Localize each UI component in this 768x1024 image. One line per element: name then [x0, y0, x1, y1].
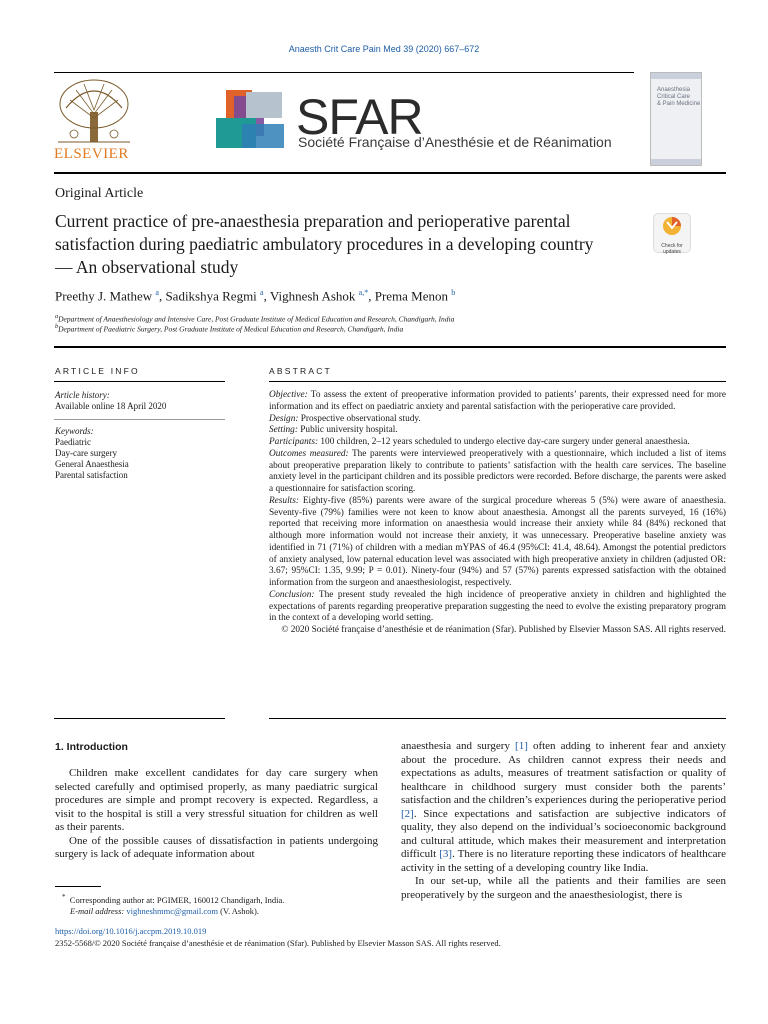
- abstract-body: [269, 390, 726, 637]
- check-updates-label: Check for updates: [661, 243, 683, 255]
- abstract-outcomes: Outcomes measured: The parents were interviewed preoperatively with a questionnaire, which included a list of items about preoperative preparation likely to contribute to patients’ satisfaction with the health care services. The baseline anxiety level in the participant children and its possible predictors were recorded. Before discharge, the parents were asked a questionnaire for satisfaction scoring.: [269, 448, 727, 494]
- author-name[interactable]: Prema Menon: [374, 288, 449, 304]
- abstract-copyright: © 2020 Société française d’anesthésie et de réanimation (Sfar). Published by Elsevier Masson SAS. All rights reserved.: [281, 625, 726, 635]
- citation-link[interactable]: [3]: [439, 848, 453, 860]
- doi-link[interactable]: https://doi.org/10.1016/j.accpm.2019.10.019: [55, 926, 207, 936]
- check-for-updates-button[interactable]: [653, 213, 691, 253]
- issn-copyright-line: 2352-5568/© 2020 Société française d’anesthésie et de réanimation (Sfar). Published by Elsevier Masson SAS. All rights reserved.: [55, 938, 501, 948]
- keywords-block: Keywords: Paediatric Day-care surgery General Anaesthesia Parental satisfaction: [55, 426, 225, 481]
- article-info-divider: [54, 419, 225, 420]
- citation-link[interactable]: [1]: [515, 740, 528, 752]
- affiliation-a: $^a$Department of Anaesthesiology and Intensive Care, Post Graduate Institute of Medical Education and Research, Chandigarh, India: [55, 313, 455, 324]
- keyword[interactable]: Paediatric: [55, 437, 91, 447]
- article-info-heading: ARTICLE INFO: [55, 366, 140, 376]
- intro-left-column: Children make excellent candidates for day care surgery when selected carefully and optimised properly, as many paediatric surgical procedures are simple and prompt recovery is expected. Regardless, a visit to the hospital is still a very stressful situation for children as well as their parents. One of the possible causes of dissatisfaction in patients undergoing surgery is lack of adequate information about: [55, 767, 378, 860]
- journal-reference-link[interactable]: Anaesth Crit Care Pain Med 39 (2020) 667–672: [288, 44, 480, 54]
- footnote: * Corresponding author at: PGIMER, 160012 Chandigarh, India. E-mail address: vighneshmmc@gmail.com (V. Ashok).: [62, 893, 285, 916]
- author-affiliation-mark[interactable]: b: [451, 288, 456, 297]
- author-affiliation-mark[interactable]: a: [260, 288, 264, 297]
- abstract-design: Design: Prospective observational study.: [269, 413, 421, 424]
- author-list: Preethy J. Mathew $^a$, Sadikshya Regmi $^a$, Vighnesh Ashok $^{a,*}$, Prema Menon $^b$: [55, 288, 456, 304]
- keyword[interactable]: Day-care surgery: [55, 448, 118, 458]
- introduction-heading: 1. Introduction: [55, 741, 128, 753]
- affiliation-b: $^b$Department of Paediatric Surgery, Post Graduate Institute of Medical Education and Research, Chandigarh, India: [55, 323, 404, 334]
- abstract-participants: Participants: 100 children, 2–12 years scheduled to undergo elective day-care surgery under general anaesthesia.: [269, 437, 690, 447]
- sfar-logo-icon: [212, 84, 294, 156]
- abstract-heading: ABSTRACT: [269, 366, 332, 376]
- abstract-rule: [269, 381, 726, 382]
- meta-bottom-rule-left: [54, 718, 225, 719]
- intro-right-column: anaesthesia and surgery [1] often adding to inherent fear and anxiety about the procedure. As children cannot express their needs and expectations as adults, measures of treatment satisfaction or quality of healthcare in childhood surgery must consider both the parents’ satisfaction and the children’s experiences during the perioperative period [2]. Since expectations and satisfaction are subjective indicators of quality, they also depend on the individual’s socioeconomic background and cultural attitude, which makes their measurement and interpretation difficult [3]. There is no literature reporting these indicators of healthcare activity in the setting of a developing country like India. In our set-up, while all the patients and their families are seen preoperatively by the surgeon and the anaesthesiologist, there is: [401, 740, 727, 901]
- abstract-setting: Setting: Public university hospital.: [269, 425, 398, 436]
- check-updates-icon: [654, 214, 690, 238]
- abstract-conclusion: Conclusion: The present study revealed the high incidence of preoperative anxiety in children and highlighted the expectations of parents regarding preoperative preparation suggesting the need to evolve the existing preparatory program in the context of a developing world setting.: [269, 589, 727, 624]
- author-name[interactable]: Vighnesh Ashok: [269, 288, 356, 304]
- article-type: Original Article: [55, 186, 144, 201]
- author-name[interactable]: Sadikshya Regmi: [165, 288, 257, 304]
- author-affiliation-mark[interactable]: a: [155, 288, 159, 297]
- abstract-results: Results: Eighty-five (85%) parents were aware of the surgical procedure whereas 5 (5%) were aware of anaesthesia. Seventy-five (79%) families were not keen to know about anaesthesia. Amongst all the parents surveyed, 16 (16%) reported that receiving more information on anaesthesia would increase their anxiety while 84 (84%) reckoned that although more information would not increase their anxiety, it was unnecessary. Preoperative baseline anxiety was identified in 71 (71%) of children with a median mYPAS of 46.4 (95%CI: 41.4, 48.64). Amongst the potential predictors of anxiety analysed, low paternal education level was associated with high preoperative anxiety in children (adjusted OR: 3.67; 95%CI: 1.35, 9.99; P = 0.01). Ninety-four (94%) and 57 (57%) parents expressed satisfaction with the obtained information from the surgeon and anaesthesiologist, respectively.: [269, 495, 726, 588]
- keyword[interactable]: General Anaesthesia: [55, 459, 129, 469]
- society-acronym: SFAR: [296, 89, 423, 145]
- cover-title: Anaesthesia Critical Care & Pain Medicine: [657, 87, 701, 107]
- article-title: Current practice of pre-anaesthesia preparation and perioperative parental satisfaction during paediatric ambulatory procedures in a developing country — An observational study: [55, 211, 594, 277]
- footnote-rule: [55, 886, 101, 887]
- header-bottom-rule: [54, 172, 726, 174]
- publisher-wordmark: ELSEVIER: [54, 146, 129, 162]
- keyword[interactable]: Parental satisfaction: [55, 470, 128, 480]
- header-top-rule: [54, 72, 634, 73]
- meta-bottom-rule-right: [269, 718, 726, 719]
- elsevier-tree-logo: [54, 78, 134, 146]
- article-info-rule: [54, 381, 225, 382]
- meta-top-rule: [54, 346, 726, 348]
- author-name[interactable]: Preethy J. Mathew: [55, 288, 153, 304]
- society-full-name: Société Française d’Anesthésie et de Réanimation: [298, 134, 612, 150]
- abstract-objective: Objective: To assess the extent of preoperative information provided to patients’ parents, their expressed need for more information and its effect on paediatric anxiety and parental satisfaction with the perioperative care provided.: [269, 390, 726, 412]
- journal-cover-thumbnail[interactable]: [650, 72, 702, 166]
- email-link[interactable]: vighneshmmc@gmail.com: [126, 905, 218, 916]
- article-history: Article history: Available online 18 April 2020: [55, 390, 167, 411]
- citation-link[interactable]: [2]: [401, 807, 414, 820]
- author-affiliation-mark[interactable]: a,*: [358, 288, 369, 297]
